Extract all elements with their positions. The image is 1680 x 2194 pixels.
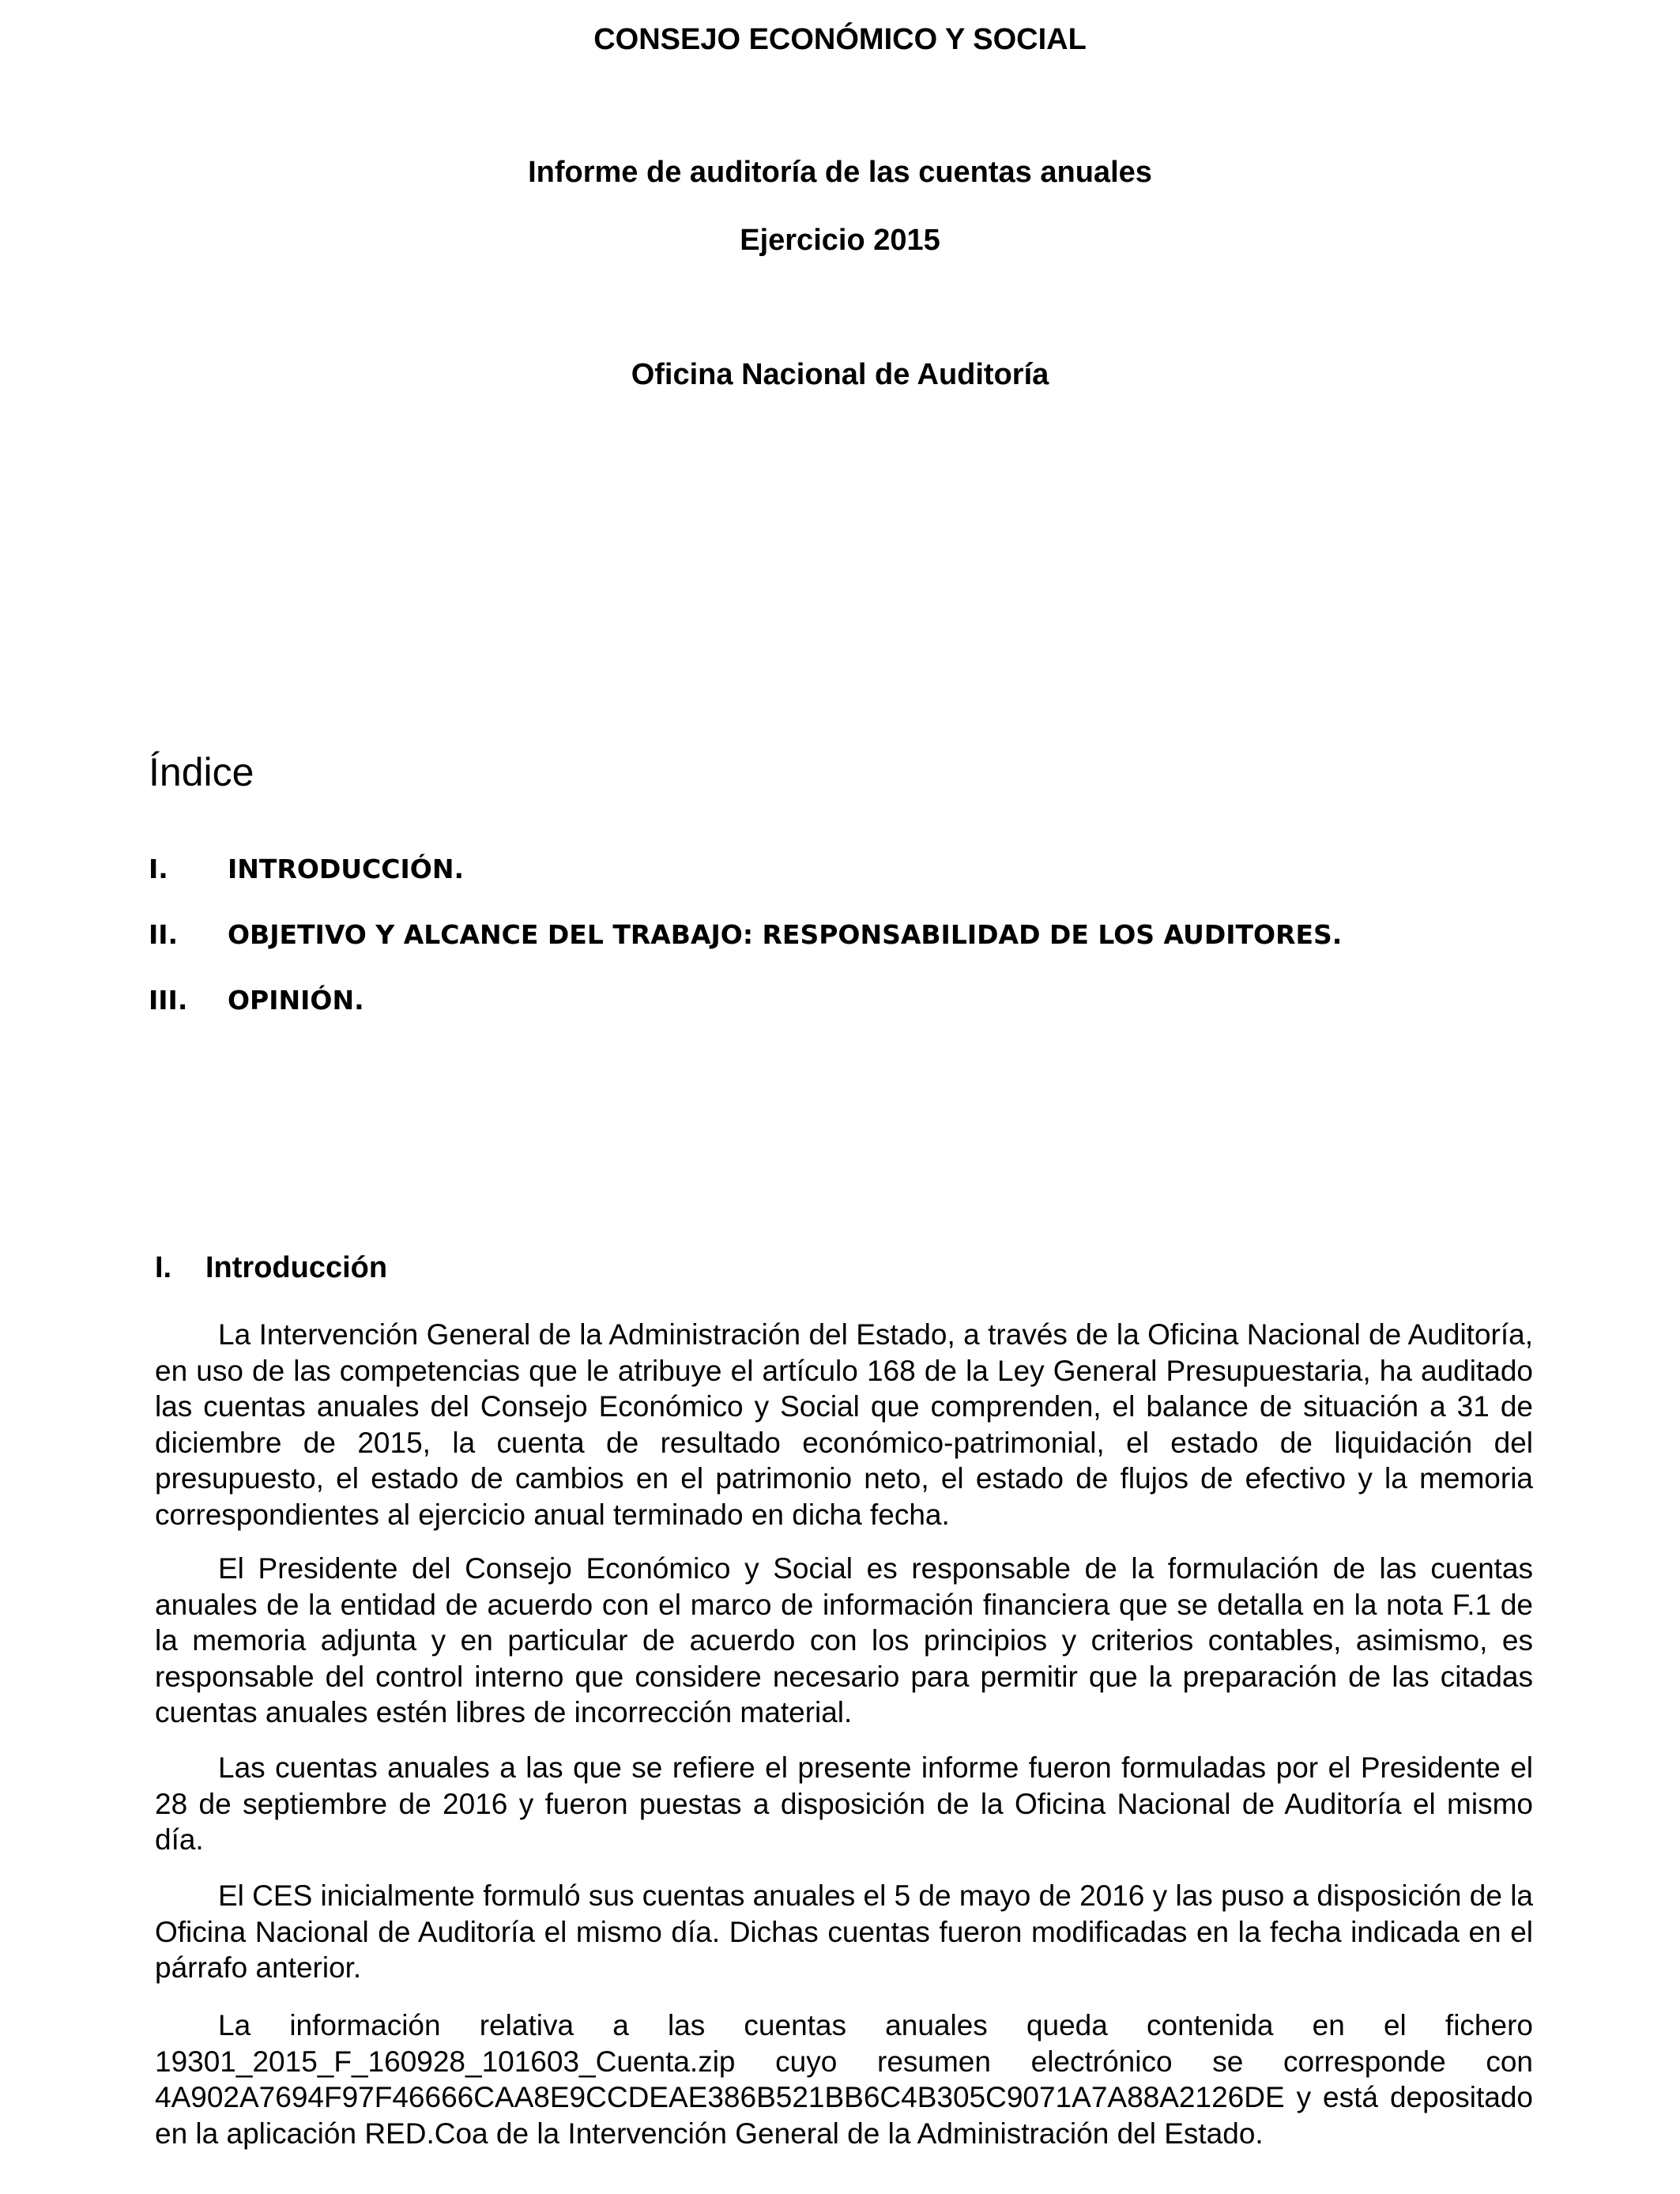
- fiscal-year: Ejercicio 2015: [740, 224, 940, 257]
- paragraph: La Intervención General de la Administración del Estado, a través de la Oficina Nacional de Auditoría, en uso de las competencias que le atribuye el artículo 168 de la Ley General Presupuestaria, ha auditado las cuentas anuales del Consejo Económico y Social que comprenden, el balance de situación a 31 de diciembre de 2015, la cuenta de resultado económico-patrimonial, el estado de liquidación del presupuesto, el estado de cambios en el patrimonio neto, el estado de flujos de efectivo y la memoria correspondientes al ejercicio anual terminado en dicha fecha.: [155, 1318, 1533, 1531]
- paragraph: El Presidente del Consejo Económico y Social es responsable de la formulación de las cuentas anuales de la entidad de acuerdo con el marco de información financiera que se detalla en la nota F.1 de la memoria adjunta y en particular de acuerdo con los principios y criterios contables, asimismo, es responsable del control interno que considere necesario para permitir que la preparación de las citadas cuentas anuales estén libres de incorrección material.: [155, 1552, 1533, 1728]
- paragraph: El CES inicialmente formuló sus cuentas anuales el 5 de mayo de 2016 y las puso a disposición de la Oficina Nacional de Auditoría el mismo día. Dichas cuentas fueron modificadas en la fecha indicada en el párrafo anterior.: [155, 1879, 1533, 1984]
- toc-item-number: II.: [149, 919, 179, 950]
- section-title: Introducción: [205, 1251, 388, 1284]
- index-heading: Índice: [149, 750, 254, 794]
- toc-item-label: OBJETIVO Y ALCANCE DEL TRABAJO: RESPONSABILIDAD DE LOS AUDITORES.: [228, 919, 1343, 950]
- paragraph: La información relativa a las cuentas anuales queda contenida en el fichero 19301_2015_F_160928_101603_Cuenta.zip cuyo resumen electrónico se corresponde con 4A902A7694F97F46666CAA8E9CCDEAE386B521BB6C4B305C9071A7A88A2126DE y está depositado en la aplicación RED.Coa de la Intervención General de la Administración del Estado.: [155, 2009, 1533, 2150]
- toc-item-label: INTRODUCCIÓN.: [228, 854, 464, 884]
- toc-item-number: III.: [149, 985, 188, 1016]
- report-title: Informe de auditoría de las cuentas anuales: [528, 156, 1152, 189]
- toc-item-label: OPINIÓN.: [228, 985, 364, 1016]
- paragraph: Las cuentas anuales a las que se refiere el presente informe fueron formuladas por el Presidente el 28 de septiembre de 2016 y fueron puestas a disposición de la Oficina Nacional de Auditoría el mismo día.: [155, 1751, 1533, 1856]
- entity-name: CONSEJO ECONÓMICO Y SOCIAL: [593, 23, 1087, 56]
- section-number: I.: [155, 1251, 172, 1284]
- audit-office: Oficina Nacional de Auditoría: [631, 358, 1049, 391]
- toc-item-number: I.: [149, 854, 168, 884]
